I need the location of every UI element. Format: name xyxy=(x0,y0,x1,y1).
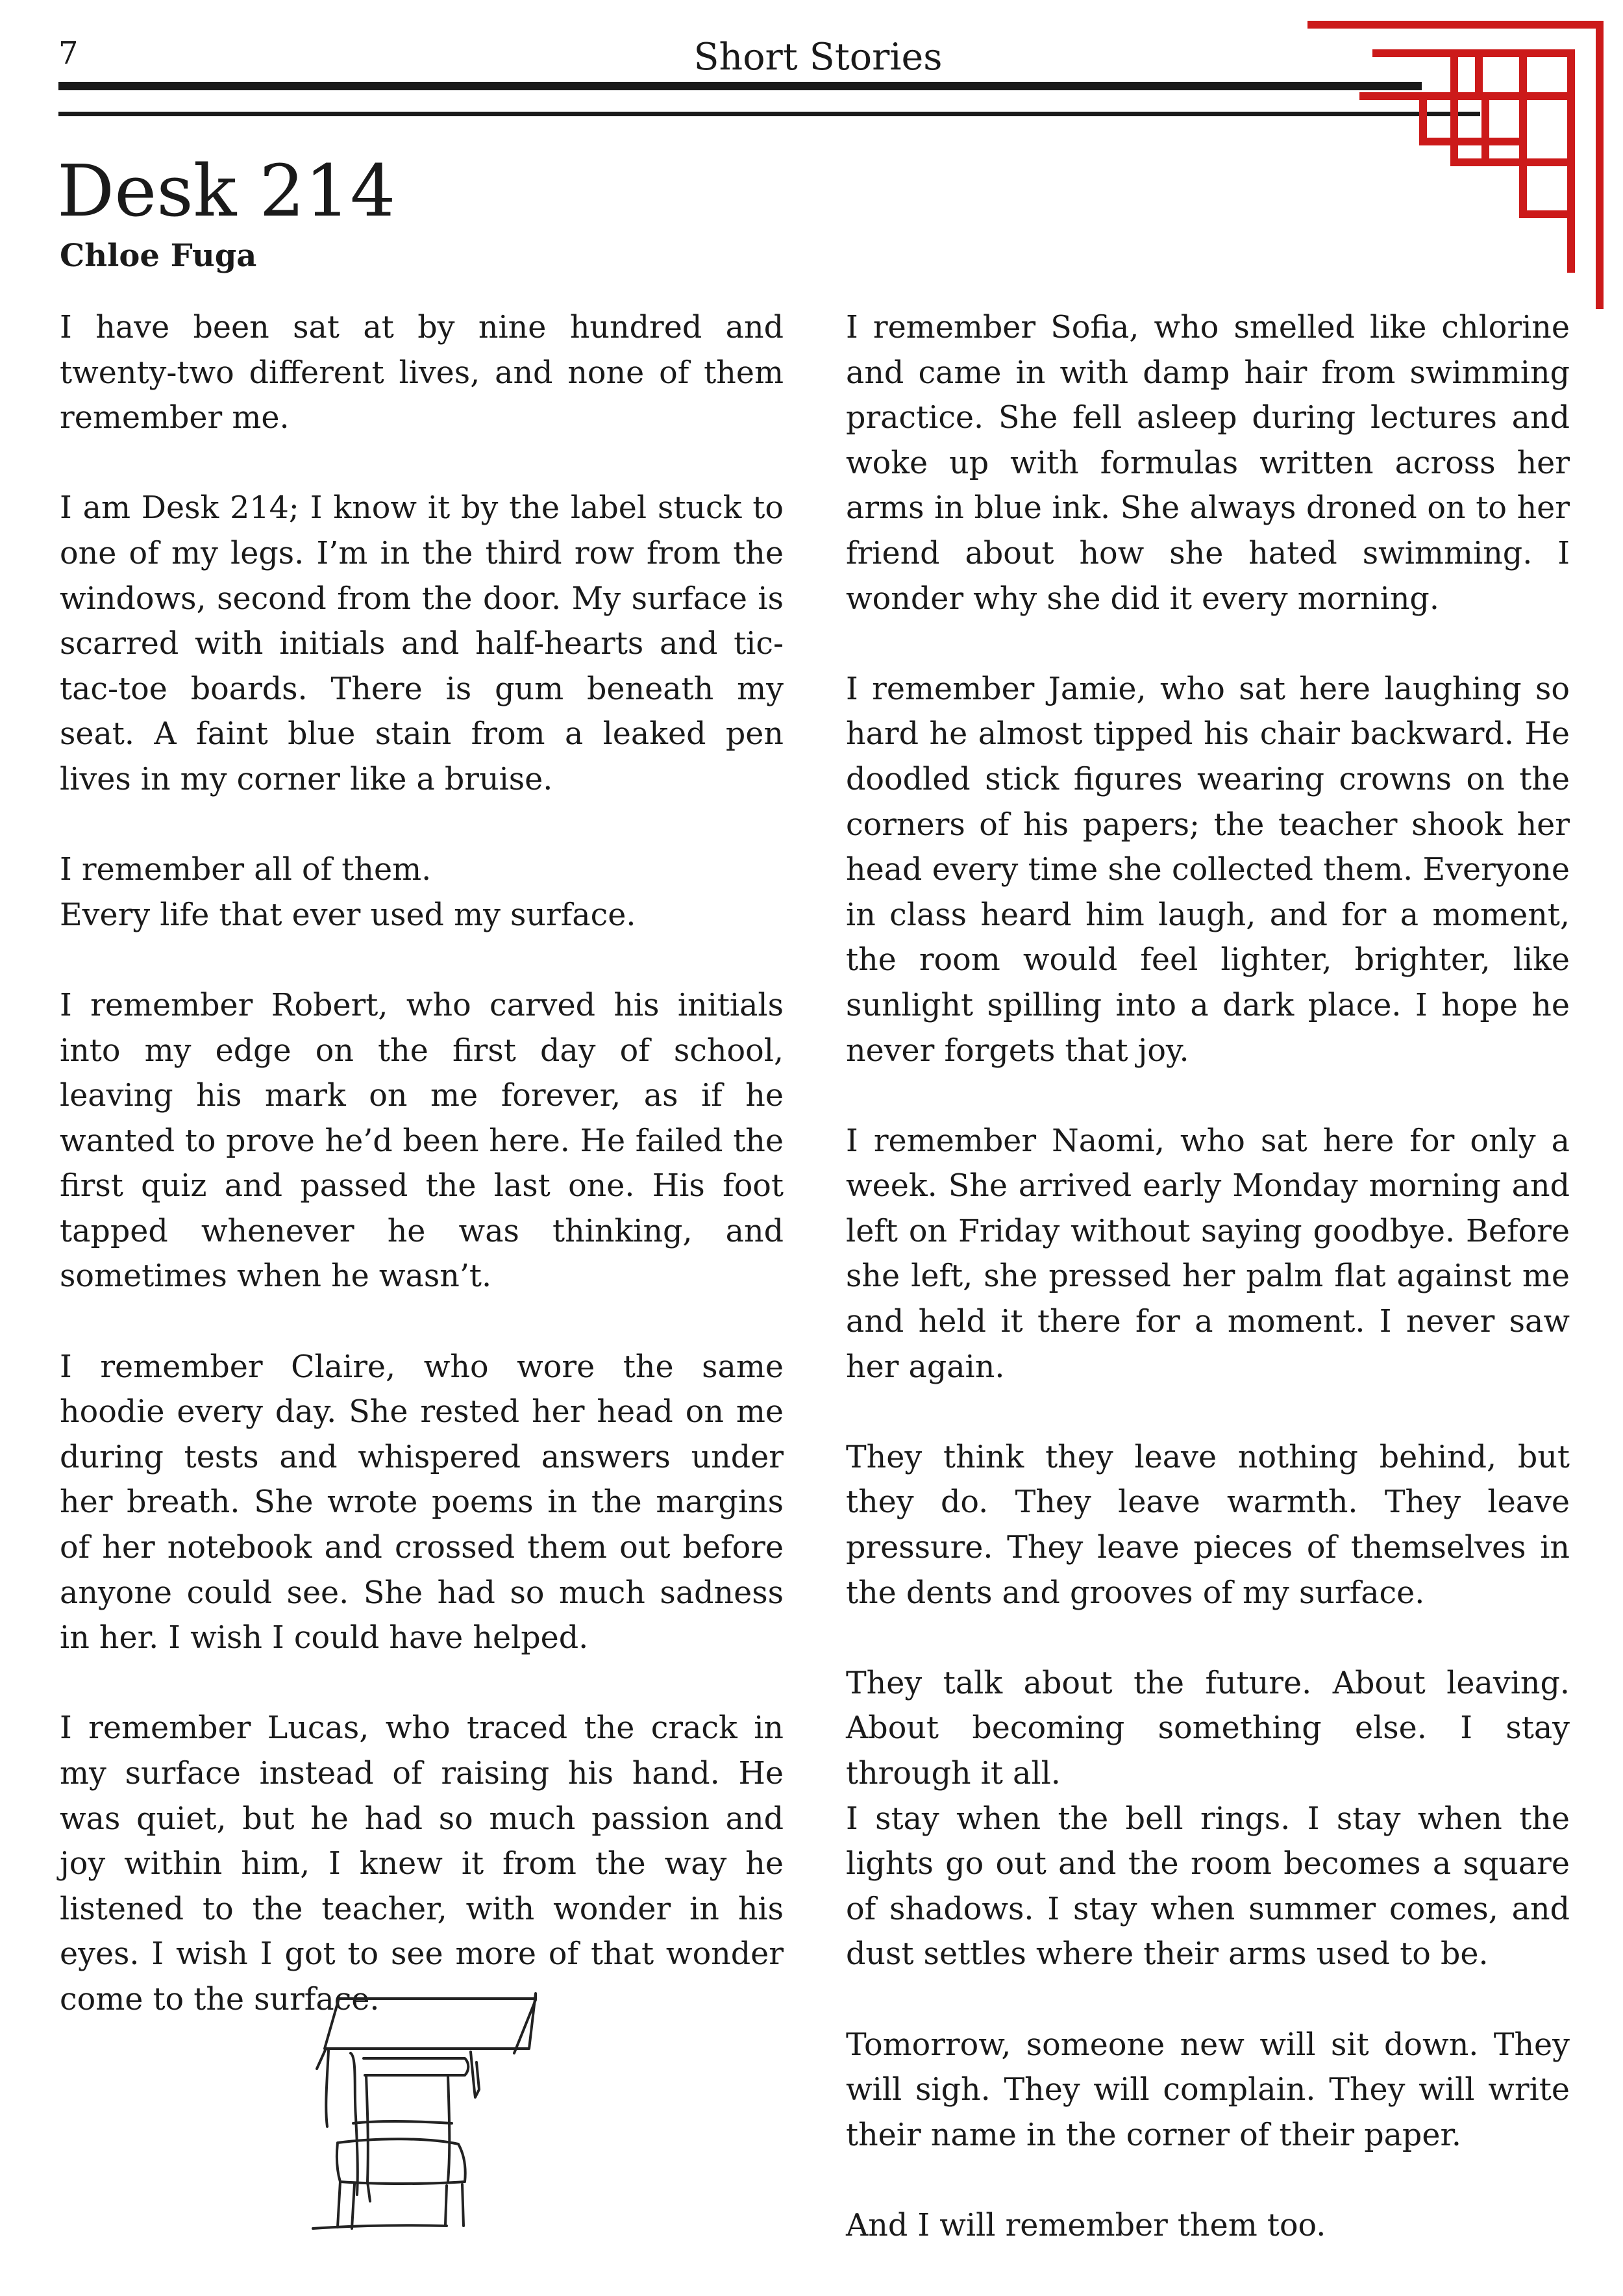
story-paragraph: I remember all of them. Every life that ever used my surface. xyxy=(60,852,636,933)
story-title: Desk 214 xyxy=(57,149,396,232)
story-author: Chloe Fuga xyxy=(60,238,257,274)
story-paragraph: I have been sat at by nine hundred and twenty-two different lives, and none of them remember me. xyxy=(60,310,784,436)
header-rule-thin xyxy=(58,112,1480,116)
story-paragraph: I remember Jamie, who sat here laughing so hard he almost tipped his chair backward. He doodled stick figures wearing crowns on the corners of his papers; the teacher shook her head every time she collected them. Everyone in class heard him laugh, and for a moment, the room would feel lighter, brighter, like sunlight spilling into a dark place. I hope he never forgets that joy. xyxy=(846,671,1570,1069)
header-rule-thick xyxy=(58,82,1422,90)
story-paragraph: Tomorrow, someone new will sit down. They will sigh. They will complain. They will write their name in the corner of their paper. xyxy=(846,2027,1570,2153)
story-column-right xyxy=(846,305,1570,2293)
corner-ornament-icon xyxy=(1305,16,1607,309)
story-paragraph: I remember Sofia, who smelled like chlorine and came in with damp hair from swimming practice. She fell asleep during lectures and woke up with formulas written across her arms in blue ink. She always droned on to her friend about how she hated swimming. I wonder why she did it every morning. xyxy=(846,310,1570,617)
story-paragraph: I remember Naomi, who sat here for only a week. She arrived early Monday morning and left on Friday without saying goodbye. Before she left, she pressed her palm flat against me and held it there for a moment. I never saw her again. xyxy=(846,1123,1570,1385)
story-paragraph: I am Desk 214; I know it by the label stuck to one of my legs. I’m in the third row from the windows, second from the door. My surface is scarred with initials and half-hearts and tic-tac-toe boards. There is gum beneath my seat. A faint blue stain from a leaked pen lives in my corner like a bruise. xyxy=(60,490,784,797)
story-paragraph: I remember Robert, who carved his initials into my edge on the first day of school, leaving his mark on me forever, as if he wanted to prove he’d been here. He failed the first quiz and passed the last one. His foot tapped whenever he was thinking, and sometimes when he wasn’t. xyxy=(60,987,784,1295)
story-column-left xyxy=(60,305,784,2067)
desk-sketch-icon xyxy=(312,1987,552,2234)
story-paragraph: I remember Lucas, who traced the crack in my surface instead of raising his hand. He was quiet, but he had so much passion and joy within him, I knew it from the way he listened to the teacher, with wonder in his eyes. I wish I got to see more of that wonder come to the surface. xyxy=(60,1710,784,2017)
story-paragraph: And I will remember them too. xyxy=(846,2207,1326,2243)
page-number: 7 xyxy=(58,35,79,71)
section-title: Short Stories xyxy=(693,36,943,79)
story-paragraph: They talk about the future. About leaving. About becoming something else. I stay through it all. I stay when the bell rings. I stay when the lights go out and the room becomes a square of shadows. I stay when summer comes, and dust settles where their arms used to be. xyxy=(846,1665,1570,1973)
story-paragraph: I remember Claire, who wore the same hoodie every day. She rested her head on me during tests and whispered answers under her breath. She wrote poems in the margins of her notebook and crossed them out before anyone could see. She had so much sadness in her. I wish I could have helped. xyxy=(60,1349,784,1656)
story-paragraph: They think they leave nothing behind, but they do. They leave warmth. They leave pressure. They leave pieces of themselves in the dents and grooves of my surface. xyxy=(846,1439,1570,1611)
